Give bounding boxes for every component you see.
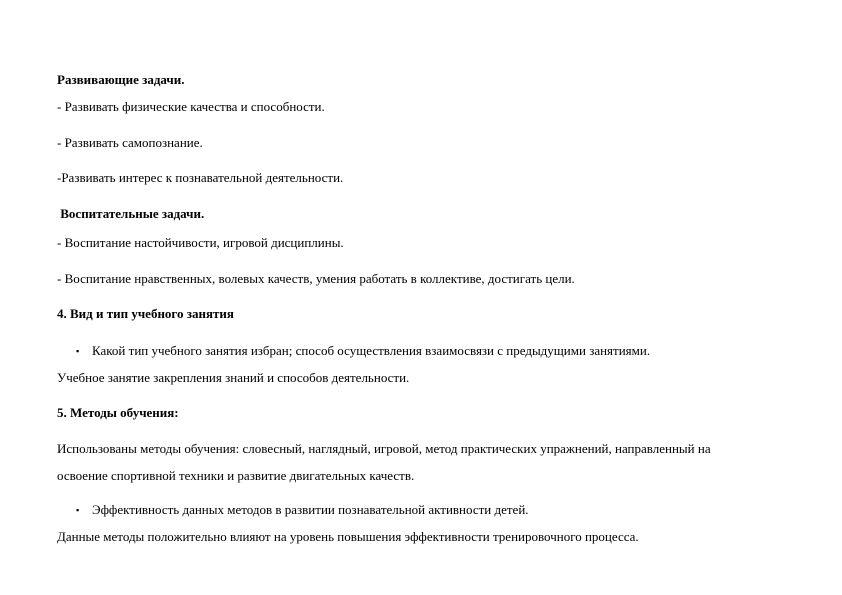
text-line: Данные методы положительно влияют на уровень повышения эффективности тренировочного процесса. bbox=[57, 529, 639, 544]
text-line: - Воспитание нравственных, волевых качеств, умения работать в коллективе, достигать цели. bbox=[57, 271, 575, 286]
heading-educational-tasks: Воспитательные задачи. bbox=[57, 206, 205, 221]
text-line: - Развивать самопознание. bbox=[57, 135, 203, 150]
text-line: -Развивать интерес к познавательной деятельности. bbox=[57, 170, 344, 185]
text-line: Учебное занятие закрепления знаний и способов деятельности. bbox=[57, 370, 410, 385]
bullet-item bbox=[76, 343, 650, 359]
bullet-icon: ▪ bbox=[76, 346, 80, 356]
bullet-icon: ▪ bbox=[76, 505, 80, 515]
bullet-item-text: Эффективность данных методов в развитии познавательной активности детей. bbox=[92, 502, 529, 517]
text-line: - Развивать физические качества и способности. bbox=[57, 99, 325, 114]
text-line: Использованы методы обучения: словесный, наглядный, игровой, метод практических упражнений, направленный на bbox=[57, 441, 711, 456]
text-line: - Воспитание настойчивости, игровой дисциплины. bbox=[57, 235, 344, 250]
heading-developmental-tasks: Развивающие задачи. bbox=[57, 72, 185, 87]
heading-lesson-type: 4. Вид и тип учебного занятия bbox=[57, 306, 234, 321]
bullet-item-text: Какой тип учебного занятия избран; способ осуществления взаимосвязи с предыдущими занятиями. bbox=[92, 343, 651, 358]
text-line: освоение спортивной техники и развитие двигательных качеств. bbox=[57, 468, 415, 483]
bullet-item bbox=[76, 502, 529, 518]
heading-teaching-methods: 5. Методы обучения: bbox=[57, 405, 179, 420]
